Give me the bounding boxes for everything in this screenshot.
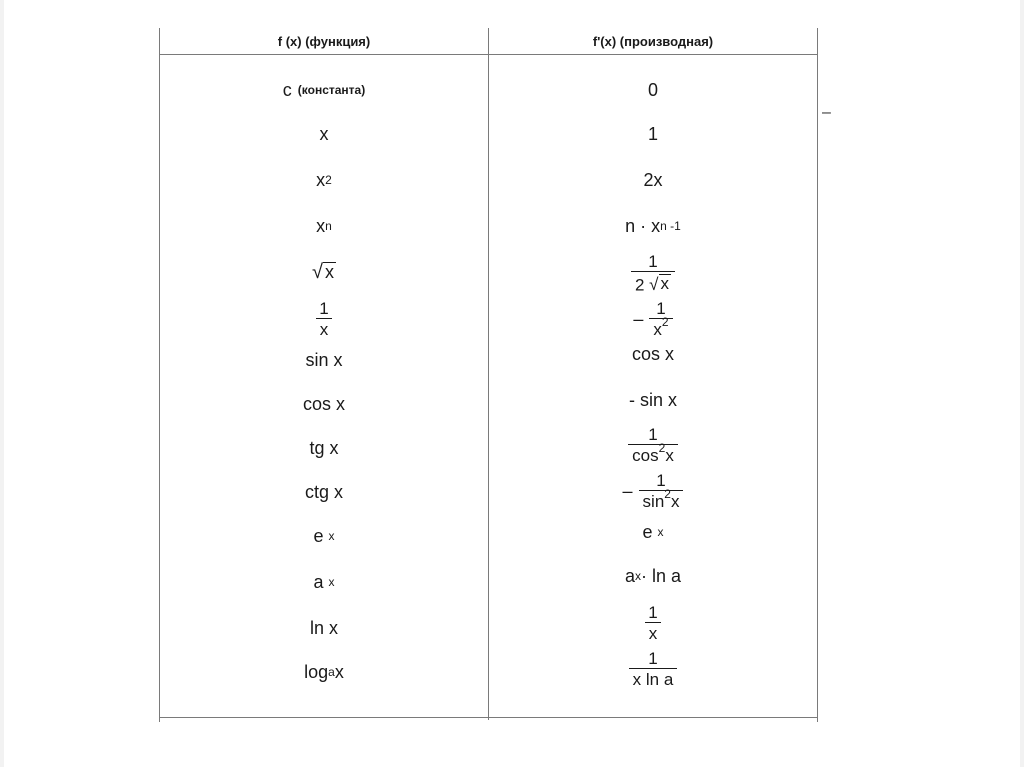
row-sqrt-function (160, 252, 488, 292)
row-sin-function: sin x (305, 349, 343, 370)
row-reciprocal-function (160, 296, 488, 342)
row-log-derivative (489, 646, 817, 692)
row-power-function: a x (313, 571, 335, 592)
sqrt-expression: √ x (312, 261, 334, 284)
row-tg-function: tg x (309, 437, 339, 458)
constant-label: (константа) (297, 83, 366, 97)
row-x-function: x (319, 123, 329, 144)
fraction: $\frac{1}{x}$ (315, 300, 332, 338)
stray-dash-mark: – (822, 104, 831, 121)
row-sqrt-derivative (489, 250, 817, 296)
radical-icon: √ (312, 261, 323, 284)
row-constant-derivative: 0 (647, 79, 658, 100)
row-cos-function: cos x (302, 393, 345, 414)
fraction: $\frac{1}{\text{x ln a}}$ (629, 650, 678, 688)
constant-symbol: c (282, 79, 292, 100)
header-derivative: f'(x) (производная) (592, 34, 714, 49)
fraction: 1 2 √ x (631, 253, 675, 294)
row-log-function: log a x (304, 661, 344, 682)
slide-edge-right (1020, 0, 1024, 767)
row-x2-function: x 2 (316, 169, 332, 190)
fraction: $\frac{1}{x^2}$ (649, 300, 672, 338)
row-exp-derivative: e x (642, 521, 664, 542)
fraction: $\frac{1}{\sin^2x}$ (639, 472, 684, 510)
fraction: $\frac{1}{x}$ (644, 604, 661, 642)
row-ln-derivative (489, 600, 817, 646)
table-border-bottom (159, 717, 818, 718)
row-xn-derivative: n · x n -1 (625, 215, 681, 236)
slide-edge-left (0, 0, 4, 767)
radical-icon: √ (649, 275, 659, 295)
row-tg-derivative (489, 422, 817, 468)
row-ctg-derivative: – $\frac{1}{\sin^2x}$ (489, 468, 817, 514)
header-divider (159, 54, 818, 55)
row-ctg-function: ctg x (304, 481, 343, 502)
row-xn-function: x n (316, 215, 332, 236)
row-sin-derivative: cos x (631, 343, 674, 364)
row-power-derivative: a x · ln a (624, 565, 682, 586)
row-ln-function: ln x (309, 617, 338, 638)
row-x-derivative: 1 (647, 123, 658, 144)
row-cos-derivative: - sin x (628, 389, 677, 410)
row-x2-derivative: 2x (643, 169, 663, 190)
header-function: f (x) (функция) (277, 34, 371, 49)
row-reciprocal-derivative: – $\frac{1}{x^2}$ (489, 296, 817, 342)
row-exp-function: e x (313, 525, 335, 546)
table-border-right (817, 28, 818, 722)
fraction: $\frac{1}{\cos^2x}$ (628, 426, 678, 464)
row-constant-function (160, 70, 488, 110)
